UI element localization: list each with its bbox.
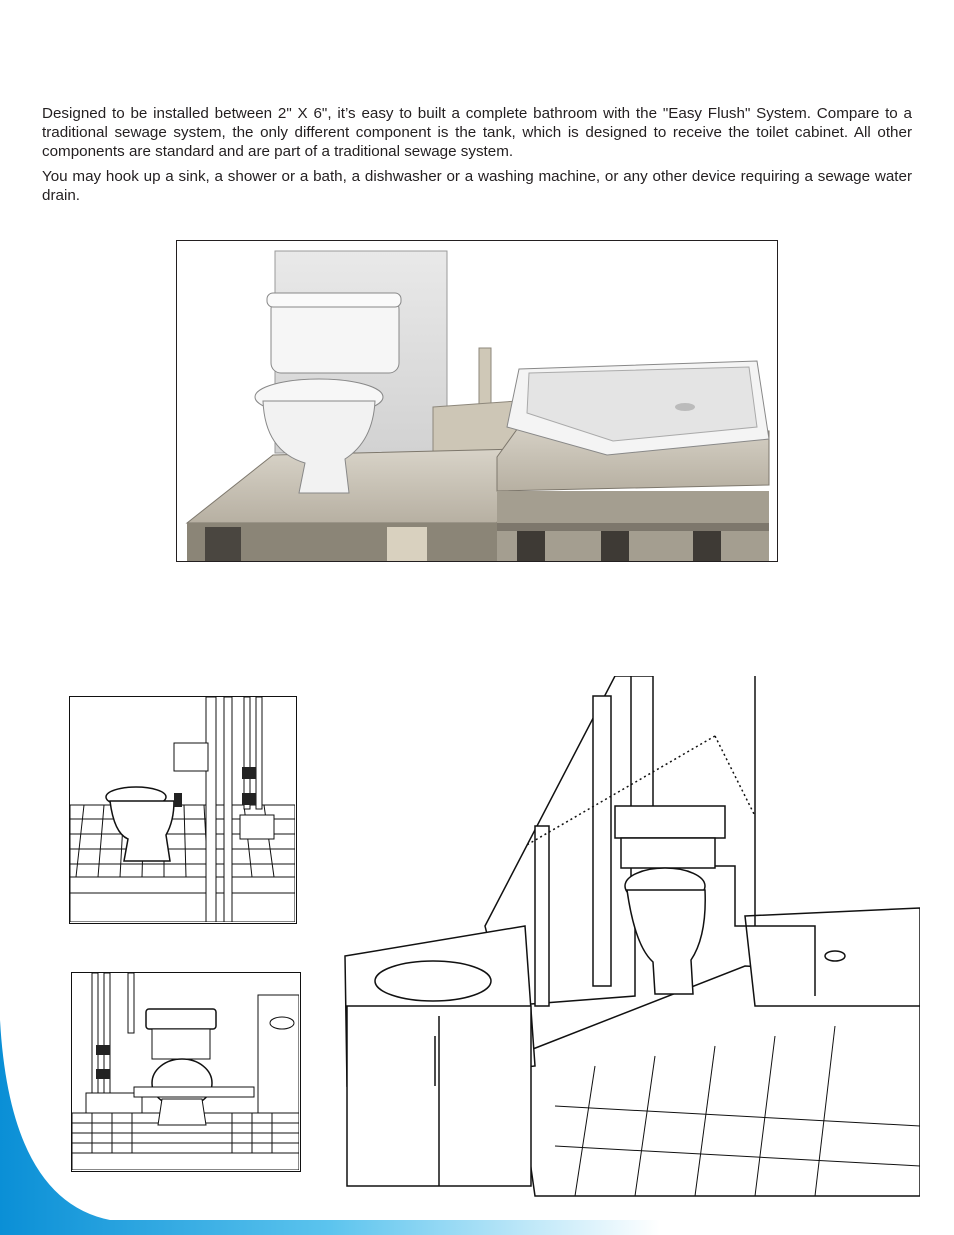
intro-paragraph-1: Designed to be installed between 2" X 6", it’s easy to built a complete bathroom with the "Easy Flush" System. Compare to a traditional sewage system, the only different component is the tank, which is designed to receive the toilet cabinet. All other components are standard and are part of a traditional sewage system.	[42, 105, 912, 160]
toilet-beside-wall-drain-sketch-icon	[70, 697, 295, 922]
photo-toilet-and-shower-platform-icon	[177, 241, 777, 561]
bathroom-photo	[176, 240, 778, 562]
blue-swoosh-decoration	[0, 1000, 954, 1235]
intro-paragraph-2: You may hook up a sink, a shower or a bath, a dishwasher or a washing machine, or any other device requiring a sewage water drain.	[42, 168, 912, 204]
intro-text	[42, 104, 912, 211]
toilet-illustration-1	[69, 696, 297, 924]
